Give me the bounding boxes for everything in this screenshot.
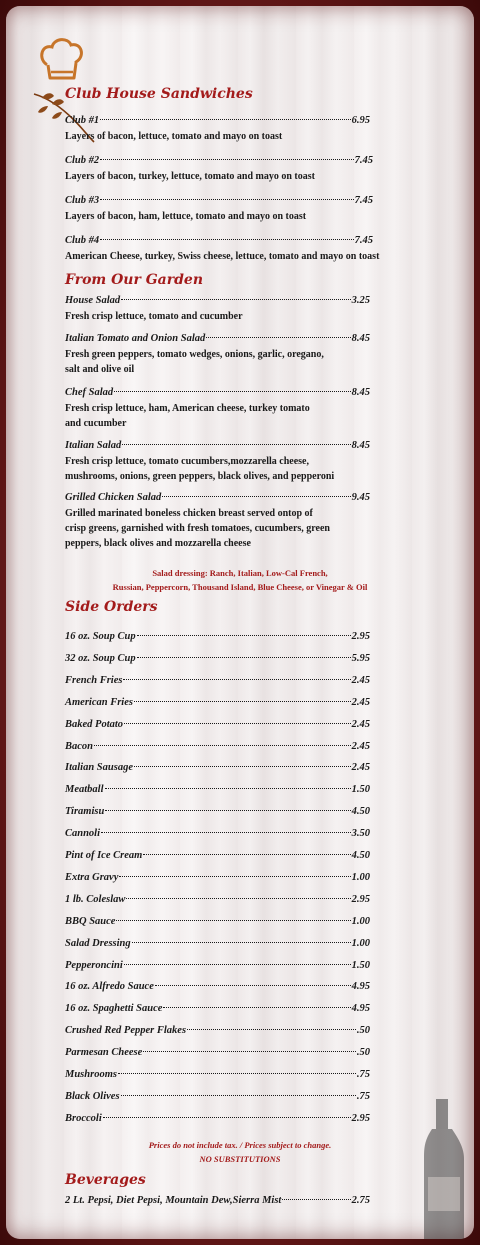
dot-leader bbox=[121, 1094, 356, 1096]
dot-leader bbox=[101, 831, 351, 833]
menu-item bbox=[65, 332, 370, 377]
side-order-item bbox=[65, 1024, 370, 1037]
description-line: crisp greens, garnished with fresh tomatoes, cucumbers, green bbox=[65, 523, 330, 534]
item-price: 1.00 bbox=[351, 915, 370, 927]
item-price: 8.45 bbox=[351, 440, 370, 451]
item-name: Club #2 bbox=[65, 155, 100, 166]
side-order-item bbox=[65, 761, 370, 774]
item-price: 1.50 bbox=[351, 959, 370, 971]
item-name: Italian Sausage bbox=[65, 762, 133, 774]
item-price: 7.45 bbox=[354, 155, 373, 166]
description-line: Fresh green peppers, tomato wedges, onions, garlic, oregano, bbox=[65, 349, 324, 360]
dot-leader bbox=[105, 787, 351, 789]
side-order-item bbox=[65, 937, 370, 950]
item-name: Tiramisu bbox=[65, 806, 105, 818]
dot-leader bbox=[100, 158, 353, 160]
side-order-item bbox=[65, 1068, 370, 1081]
item-description: American Cheese, turkey, Swiss cheese, lettuce, tomato and mayo on toast bbox=[65, 251, 380, 262]
item-name: Club #4 bbox=[65, 235, 100, 246]
item-price: 2.45 bbox=[351, 696, 370, 708]
item-name: Salad Dressing bbox=[65, 937, 131, 949]
wine-bottle-icon bbox=[414, 1089, 474, 1239]
item-description: Layers of bacon, turkey, lettuce, tomato and mayo on toast bbox=[65, 171, 315, 182]
item-price: 2.95 bbox=[351, 1112, 370, 1124]
item-description bbox=[65, 347, 425, 377]
item-price: 4.50 bbox=[351, 806, 370, 818]
item-name: Meatball bbox=[65, 784, 104, 796]
dot-leader bbox=[122, 443, 350, 445]
item-name: House Salad bbox=[65, 295, 121, 306]
dot-leader bbox=[100, 118, 350, 120]
menu-item bbox=[65, 1194, 370, 1207]
dot-leader bbox=[105, 809, 350, 811]
item-description: Layers of bacon, ham, lettuce, tomato and mayo on toast bbox=[65, 211, 307, 222]
dressing-line: Salad dressing: Ranch, Italian, Low-Cal French, bbox=[152, 568, 328, 578]
description-line: Fresh crisp lettuce, ham, American cheese, turkey tomato bbox=[65, 403, 310, 414]
item-name: 16 oz. Alfredo Sauce bbox=[65, 981, 154, 993]
item-price: 2.45 bbox=[351, 718, 370, 730]
dot-leader bbox=[124, 963, 351, 965]
dot-leader bbox=[206, 336, 350, 338]
item-name: Italian Tomato and Onion Salad bbox=[65, 333, 206, 344]
description-line: peppers, black olives and mozzarella cheese bbox=[65, 538, 251, 549]
dot-leader bbox=[187, 1028, 356, 1030]
dot-leader bbox=[100, 198, 353, 200]
item-name: Extra Gravy bbox=[65, 871, 119, 883]
dot-leader bbox=[123, 678, 350, 680]
dot-leader bbox=[116, 919, 350, 921]
item-price: .75 bbox=[356, 1090, 370, 1102]
item-name: 2 Lt. Pepsi, Diet Pepsi, Mountain Dew,Sierra Mist bbox=[65, 1195, 282, 1206]
section-title-from-our-garden: From Our Garden bbox=[65, 272, 203, 288]
item-price: .50 bbox=[356, 1047, 370, 1059]
item-description: Fresh crisp lettuce, tomato and cucumber bbox=[65, 311, 243, 322]
item-price: 4.95 bbox=[351, 1003, 370, 1015]
item-name: Pint of Ice Cream bbox=[65, 850, 143, 861]
item-price: 8.45 bbox=[351, 387, 370, 398]
dot-leader bbox=[119, 875, 350, 877]
description-line: and cucumber bbox=[65, 418, 127, 429]
item-name: Chef Salad bbox=[65, 387, 114, 398]
menu-item bbox=[65, 154, 373, 184]
item-name: Baked Potato bbox=[65, 718, 124, 730]
item-price: 2.95 bbox=[351, 631, 370, 642]
side-order-item bbox=[65, 849, 370, 862]
menu-item bbox=[65, 234, 380, 264]
item-price: 3.25 bbox=[351, 295, 370, 306]
item-name: Italian Salad bbox=[65, 440, 122, 451]
side-order-item bbox=[65, 959, 370, 972]
dot-leader bbox=[126, 897, 350, 899]
side-order-item bbox=[65, 783, 370, 796]
item-name: American Fries bbox=[65, 696, 133, 708]
item-name: 16 oz. Spaghetti Sauce bbox=[65, 1003, 163, 1015]
description-line: Fresh crisp lettuce, tomato cucumbers,mozzarella cheese, bbox=[65, 456, 309, 467]
item-price: 8.45 bbox=[351, 333, 370, 344]
item-price: 3.50 bbox=[351, 828, 370, 840]
no-substitutions-note: NO SUBSTITUTIONS bbox=[199, 1154, 281, 1164]
section-title-side-orders: Side Orders bbox=[65, 599, 158, 615]
item-name: Crushed Red Pepper Flakes bbox=[65, 1025, 187, 1037]
item-price: 1.00 bbox=[351, 937, 370, 949]
item-name: Club #3 bbox=[65, 195, 100, 206]
side-order-item bbox=[65, 805, 370, 818]
item-description bbox=[65, 506, 425, 551]
item-name: Mushrooms bbox=[65, 1069, 117, 1080]
item-price: 4.95 bbox=[351, 981, 370, 993]
dot-leader bbox=[163, 1006, 350, 1008]
item-name: Parmesan Cheese bbox=[65, 1047, 143, 1059]
side-order-item bbox=[65, 630, 370, 643]
dot-leader bbox=[282, 1198, 350, 1200]
item-name: French Fries bbox=[65, 674, 123, 686]
item-name: 32 oz. Soup Cup bbox=[65, 652, 136, 664]
side-order-item bbox=[65, 1090, 370, 1103]
item-name: Cannoli bbox=[65, 828, 101, 840]
side-order-item bbox=[65, 718, 370, 731]
dot-leader bbox=[118, 1072, 356, 1074]
item-name: 16 oz. Soup Cup bbox=[65, 631, 136, 642]
dressing-line: Russian, Peppercorn, Thousand Island, Blue Cheese, or Vinegar & Oil bbox=[112, 582, 368, 592]
item-name: 1 lb. Coleslaw bbox=[65, 893, 126, 905]
salad-dressing-note bbox=[65, 566, 415, 594]
side-order-item bbox=[65, 871, 370, 884]
dot-leader bbox=[124, 722, 351, 724]
item-price: 9.45 bbox=[351, 492, 370, 503]
menu-item bbox=[65, 386, 370, 431]
item-description: Layers of bacon, lettuce, tomato and mayo on toast bbox=[65, 131, 283, 142]
item-name: BBQ Sauce bbox=[65, 915, 116, 927]
item-price: 2.45 bbox=[351, 740, 370, 752]
dot-leader bbox=[100, 238, 353, 240]
dot-leader bbox=[137, 656, 351, 658]
item-price: 2.45 bbox=[351, 674, 370, 686]
menu-item bbox=[65, 439, 370, 484]
dot-leader bbox=[134, 700, 351, 702]
price-note-line: Prices do not include tax. / Prices subject to change. bbox=[148, 1140, 332, 1150]
item-price: 7.45 bbox=[354, 195, 373, 206]
dot-leader bbox=[143, 1050, 356, 1052]
menu-item bbox=[65, 114, 370, 144]
dot-leader bbox=[103, 1116, 351, 1118]
item-name: Pepperoncini bbox=[65, 959, 123, 971]
dot-leader bbox=[94, 744, 351, 746]
side-order-item bbox=[65, 1112, 370, 1125]
item-price: 1.50 bbox=[351, 784, 370, 796]
item-description bbox=[65, 401, 425, 431]
item-price: 2.95 bbox=[351, 893, 370, 905]
price-note bbox=[65, 1138, 415, 1166]
menu-page bbox=[6, 6, 474, 1239]
section-title-beverages: Beverages bbox=[65, 1172, 146, 1188]
item-name: Club #1 bbox=[65, 115, 100, 126]
menu-item bbox=[65, 491, 370, 551]
side-order-item bbox=[65, 674, 370, 687]
menu-item bbox=[65, 294, 370, 324]
dot-leader bbox=[132, 941, 351, 943]
menu-item bbox=[65, 194, 373, 224]
side-order-item bbox=[65, 980, 370, 993]
description-line: Grilled marinated boneless chicken breast served ontop of bbox=[65, 508, 313, 519]
item-price: 5.95 bbox=[351, 652, 370, 664]
item-price: 4.50 bbox=[351, 850, 370, 861]
item-name: Grilled Chicken Salad bbox=[65, 492, 162, 503]
item-price: 2.75 bbox=[351, 1195, 370, 1206]
side-order-item bbox=[65, 1002, 370, 1015]
chef-hat-icon bbox=[36, 34, 88, 86]
dot-leader bbox=[143, 853, 350, 855]
side-order-item bbox=[65, 915, 370, 928]
dot-leader bbox=[137, 634, 351, 636]
side-order-item bbox=[65, 827, 370, 840]
dot-leader bbox=[121, 298, 350, 300]
description-line: mushrooms, onions, green peppers, black olives, and pepperoni bbox=[65, 471, 335, 482]
section-title-club-house-sandwiches: Club House Sandwiches bbox=[65, 86, 253, 102]
item-name: Broccoli bbox=[65, 1112, 102, 1124]
dot-leader bbox=[155, 984, 351, 986]
side-order-item bbox=[65, 1046, 370, 1059]
item-price: 6.95 bbox=[351, 115, 370, 126]
item-price: 2.45 bbox=[351, 762, 370, 774]
side-order-item bbox=[65, 893, 370, 906]
item-price: 1.00 bbox=[351, 871, 370, 883]
side-order-item bbox=[65, 740, 370, 753]
item-description bbox=[65, 454, 425, 484]
dot-leader bbox=[134, 765, 351, 767]
item-price: .75 bbox=[356, 1069, 370, 1080]
item-name: Black Olives bbox=[65, 1090, 120, 1102]
side-order-item bbox=[65, 652, 370, 665]
dot-leader bbox=[162, 495, 350, 497]
item-price: .50 bbox=[356, 1025, 370, 1037]
dot-leader bbox=[114, 390, 350, 392]
side-order-item bbox=[65, 696, 370, 709]
item-name: Bacon bbox=[65, 740, 94, 752]
description-line: salt and olive oil bbox=[65, 364, 135, 375]
item-price: 7.45 bbox=[354, 235, 373, 246]
